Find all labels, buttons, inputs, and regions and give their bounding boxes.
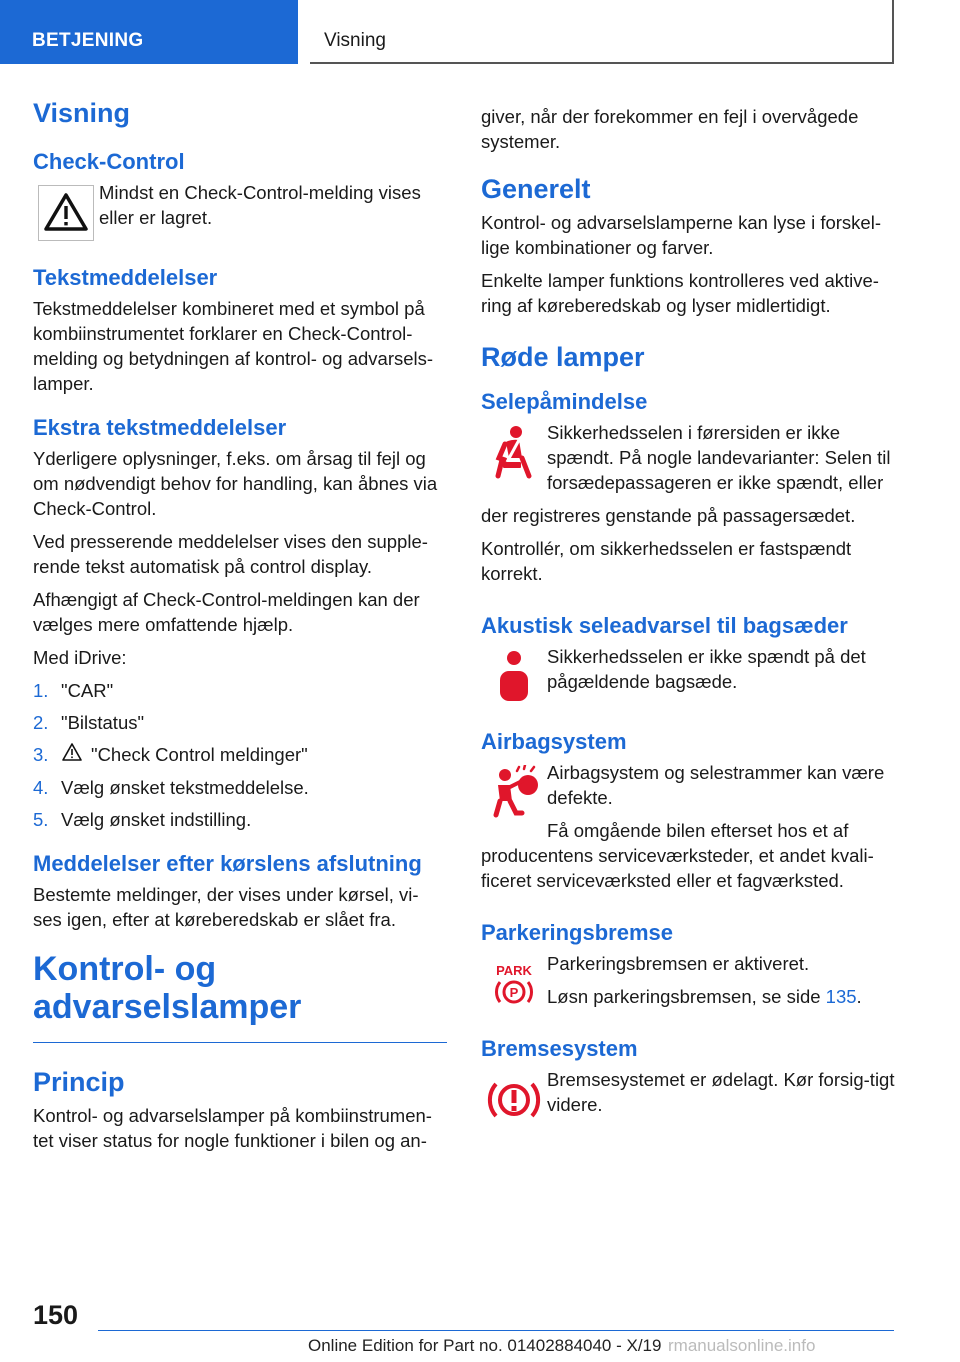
selepamindelse-text-1b: der registreres genstande på passagersædet.: [481, 505, 856, 526]
park-text-2-post: .: [856, 986, 862, 1007]
tekst-paragraph: Tekstmeddelelser kombineret med et symbol på kombiinstrumentet forklarer en Check-Control-melding og betydningen af kontrol- og advarsels-lamper.: [33, 298, 434, 394]
svg-text:P: P: [509, 985, 519, 1000]
header-section-label: BETJENING: [32, 30, 144, 51]
step-number: 4.: [33, 777, 49, 798]
heading-akustisk: Akustisk seleadvarsel til bagsæder: [481, 613, 848, 638]
idrive-steps-list: [33, 678, 447, 832]
ekstra-paragraph-2: Ved presserende meddelelser vises den supple-rende tekst automatisk på control display.: [33, 531, 428, 577]
heading-princip: Princip: [33, 1067, 125, 1097]
selepamindelse-text-1: Sikkerhedsselen i førersiden er ikke spændt. På nogle landevarianter: Selen til forsædepassageren er ikke spændt, eller: [547, 422, 891, 493]
page-number: 150: [33, 1300, 79, 1330]
small-warning-icon: [61, 742, 83, 768]
check-control-block: [33, 180, 447, 246]
selepamindelse-block: [481, 420, 899, 503]
ekstra-paragraph-4: Med iDrive:: [33, 647, 127, 668]
bremsesystem-block: [481, 1067, 899, 1133]
heading-parkeringsbremse: Parkeringsbremse: [481, 920, 673, 945]
heading-kontrol-line-2: advarselslamper: [33, 988, 302, 1026]
step-text: "CAR": [61, 680, 114, 701]
heading-airbagsystem: Airbagsystem: [481, 729, 627, 754]
warning-triangle-icon: [33, 180, 99, 246]
airbag-block: [481, 760, 899, 843]
continued-paragraph: giver, når der forekommer en fejl i overvågede systemer.: [481, 106, 859, 152]
ekstra-paragraph-3: Afhængigt af Check-Control-meldingen kan der vælges mere omfattende hjælp.: [33, 589, 420, 635]
footer-divider: [98, 1330, 894, 1331]
airbag-icon: [481, 760, 547, 826]
heading-ekstra: Ekstra tekstmeddelelser: [33, 415, 287, 440]
park-text-2-pre: Løsn parkeringsbremsen, se side: [547, 986, 826, 1007]
airbag-text-2: Få omgående bilen efterset hos et af: [547, 820, 849, 841]
airbag-text-1: Airbagsystem og selestrammer kan være defekte.: [547, 762, 885, 808]
akustisk-block: [481, 644, 899, 710]
heading-selepamindelse: Selepåmindelse: [481, 389, 648, 414]
page-reference-link[interactable]: 135: [825, 986, 857, 1007]
list-item: [33, 710, 447, 735]
heading-rode-lamper: Røde lamper: [481, 342, 645, 372]
step-text: Vælg ønsket indstilling.: [61, 809, 252, 830]
park-text-1: Parkeringsbremsen er aktiveret.: [547, 953, 810, 974]
list-item: [33, 807, 447, 832]
list-item: [33, 678, 447, 703]
list-item: [33, 742, 447, 768]
seatbelt-icon: [481, 420, 547, 486]
step-number: 5.: [33, 809, 49, 830]
step-number: 3.: [33, 744, 49, 765]
header-title: Visning: [324, 30, 386, 51]
bremsesystem-text: Bremsesystemet er ødelagt. Kør forsig-tigt videre.: [547, 1069, 895, 1115]
generelt-paragraph-2: Enkelte lamper funktions kontrolleres ved aktive-ring af køreberedskab og lyser midlertidigt.: [481, 270, 879, 316]
step-text: "Check Control meldinger": [91, 744, 308, 765]
heading-generelt: Generelt: [481, 174, 591, 204]
heading-tekstmeddelelser: Tekstmeddelelser: [33, 265, 218, 290]
heading-kontrol-og-advarselslamper: [33, 950, 447, 1026]
akustisk-text: Sikkerhedsselen er ikke spændt på det pågældende bagsæde.: [547, 646, 866, 692]
section-divider: [33, 1042, 447, 1043]
step-number: 2.: [33, 712, 49, 733]
heading-check-control: Check-Control: [33, 149, 185, 174]
princip-paragraph: Kontrol- og advarselslamper på kombiinstrumen-tet viser status for nogle funktioner i bilen og an-: [33, 1105, 432, 1151]
heading-kontrol-line-1: Kontrol- og: [33, 950, 217, 988]
heading-visning: Visning: [33, 98, 131, 128]
left-column: [33, 96, 447, 1161]
park-brake-icon: [481, 951, 547, 1017]
park-icon-label: PARK: [496, 963, 532, 978]
right-column: [481, 104, 899, 1141]
heading-meddelelser-efter: Meddelelser efter kørslens afslutning: [33, 851, 422, 876]
brake-system-icon: [481, 1067, 547, 1133]
park-text-2: [547, 984, 899, 1009]
airbag-text-3: producentens serviceværksteder, et andet kvali-ficeret serviceværksted eller et fagværksted.: [481, 845, 874, 891]
check-control-text: Mindst en Check-Control-melding vises eller er lagret.: [99, 182, 421, 228]
step-text: Vælg ønsket tekstmeddelelse.: [61, 777, 309, 798]
generelt-paragraph-1: Kontrol- og advarselslamperne kan lyse i forskel-lige kombinationer og farver.: [481, 212, 881, 258]
header-title-box: [310, 0, 894, 64]
header-section-tab: [0, 0, 298, 64]
footer-edition: Online Edition for Part no. 01402884040 - X/19: [308, 1336, 662, 1355]
ekstra-paragraph-1: Yderligere oplysninger, f.eks. om årsag til fejl og om nødvendigt behov for handling, kan åbnes via Check-Control.: [33, 448, 438, 519]
step-number: 1.: [33, 680, 49, 701]
meddelelser-paragraph: Bestemte meldinger, der vises under kørsel, vi-ses igen, efter at køreberedskab er slået fra.: [33, 884, 419, 930]
selepamindelse-text-2: Kontrollér, om sikkerhedsselen er fastspændt korrekt.: [481, 538, 852, 584]
list-item: [33, 775, 447, 800]
rear-seatbelt-icon: [481, 644, 547, 710]
parkeringsbremse-block: [481, 951, 899, 1017]
heading-bremsesystem: Bremsesystem: [481, 1036, 638, 1061]
footer-watermark: rmanualsonline.info: [668, 1336, 816, 1355]
step-text: "Bilstatus": [61, 712, 145, 733]
